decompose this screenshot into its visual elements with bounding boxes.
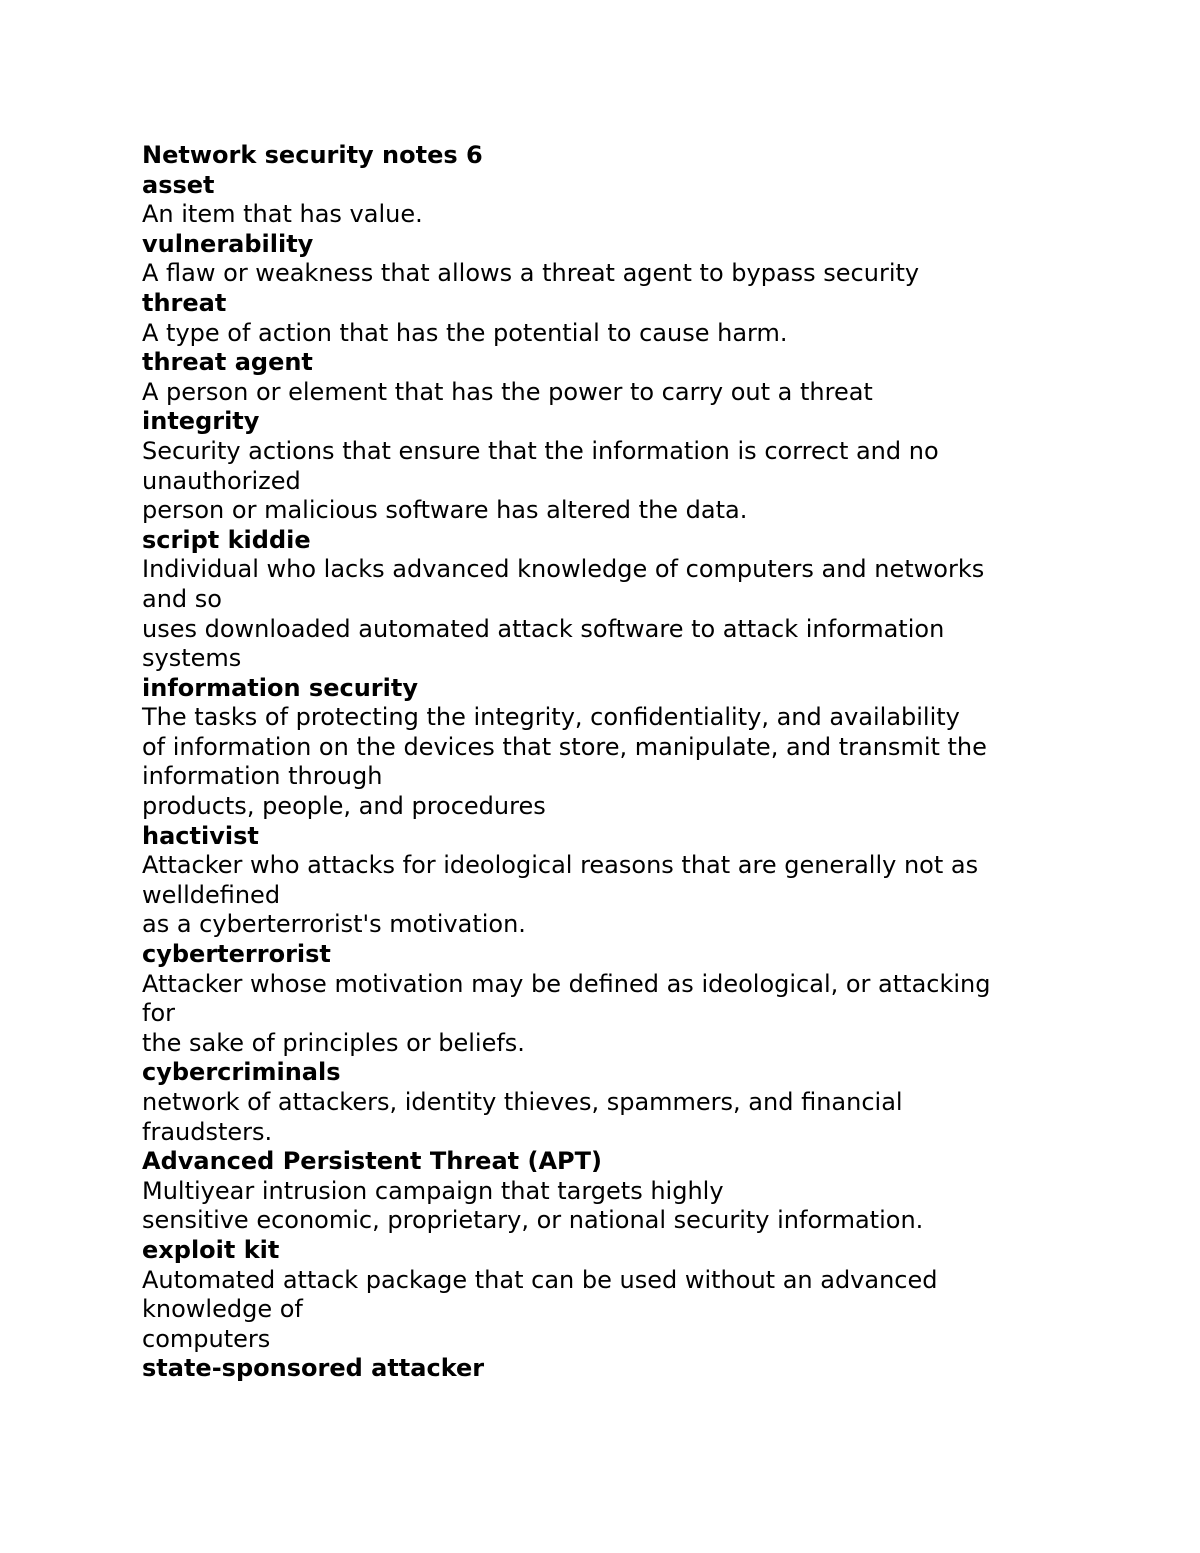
definition-line: sensitive economic, proprietary, or national security information. (142, 1206, 924, 1235)
term-information-security: information security (142, 673, 418, 702)
definition-line: systems (142, 644, 242, 673)
definition-line: of information on the devices that store, manipulate, and transmit the (142, 732, 987, 761)
definition-line: A type of action that has the potential to cause harm. (142, 318, 788, 347)
definition-line: uses downloaded automated attack software to attack information (142, 614, 945, 643)
definition-line: Attacker who attacks for ideological reasons that are generally not as (142, 851, 979, 880)
definition-line: for (142, 999, 175, 1028)
definition-line: Attacker whose motivation may be defined as ideological, or attacking (142, 969, 991, 998)
definition-line: person or malicious software has altered the data. (142, 496, 748, 525)
definition-line: as a cyberterrorist's motivation. (142, 910, 526, 939)
definition-line: and so (142, 584, 222, 613)
term-vulnerability: vulnerability (142, 229, 314, 258)
definition-line: information through (142, 762, 383, 791)
definition-line: A flaw or weakness that allows a threat agent to bypass security (142, 259, 920, 288)
term-asset: asset (142, 170, 215, 199)
term-script-kiddie: script kiddie (142, 525, 311, 554)
definition-line: Multiyear intrusion campaign that targets highly (142, 1176, 724, 1205)
definition-line: unauthorized (142, 466, 301, 495)
document-title: Network security notes 6 (142, 141, 483, 169)
term-state-sponsored-attacker: state-sponsored attacker (142, 1354, 485, 1383)
definition-line: computers (142, 1324, 271, 1353)
term-integrity: integrity (142, 407, 260, 436)
definition-line: Automated attack package that can be used without an advanced (142, 1265, 938, 1294)
definition-line: products, people, and procedures (142, 792, 546, 821)
definition-line: The tasks of protecting the integrity, confidentiality, and availability (142, 703, 960, 732)
term-cyberterrorist: cyberterrorist (142, 940, 331, 969)
term-threat-agent: threat agent (142, 348, 313, 377)
document-body (142, 141, 1052, 1384)
definition-line: fraudsters. (142, 1117, 273, 1146)
term-threat: threat (142, 288, 227, 317)
definition-line: Security actions that ensure that the information is correct and no (142, 436, 939, 465)
term-exploit-kit: exploit kit (142, 1235, 280, 1264)
definition-line: knowledge of (142, 1295, 303, 1324)
definition-line: Individual who lacks advanced knowledge of computers and networks (142, 555, 985, 584)
definition-line: welldefined (142, 880, 281, 909)
term-cybercriminals: cybercriminals (142, 1058, 341, 1087)
definition-line: the sake of principles or beliefs. (142, 1028, 525, 1057)
definition-line: A person or element that has the power to carry out a threat (142, 377, 873, 406)
definition-line: An item that has value. (142, 200, 423, 229)
term-advanced-persistent-threat: Advanced Persistent Threat (APT) (142, 1147, 602, 1176)
term-hactivist: hactivist (142, 821, 259, 850)
definition-line: network of attackers, identity thieves, spammers, and financial (142, 1088, 903, 1116)
